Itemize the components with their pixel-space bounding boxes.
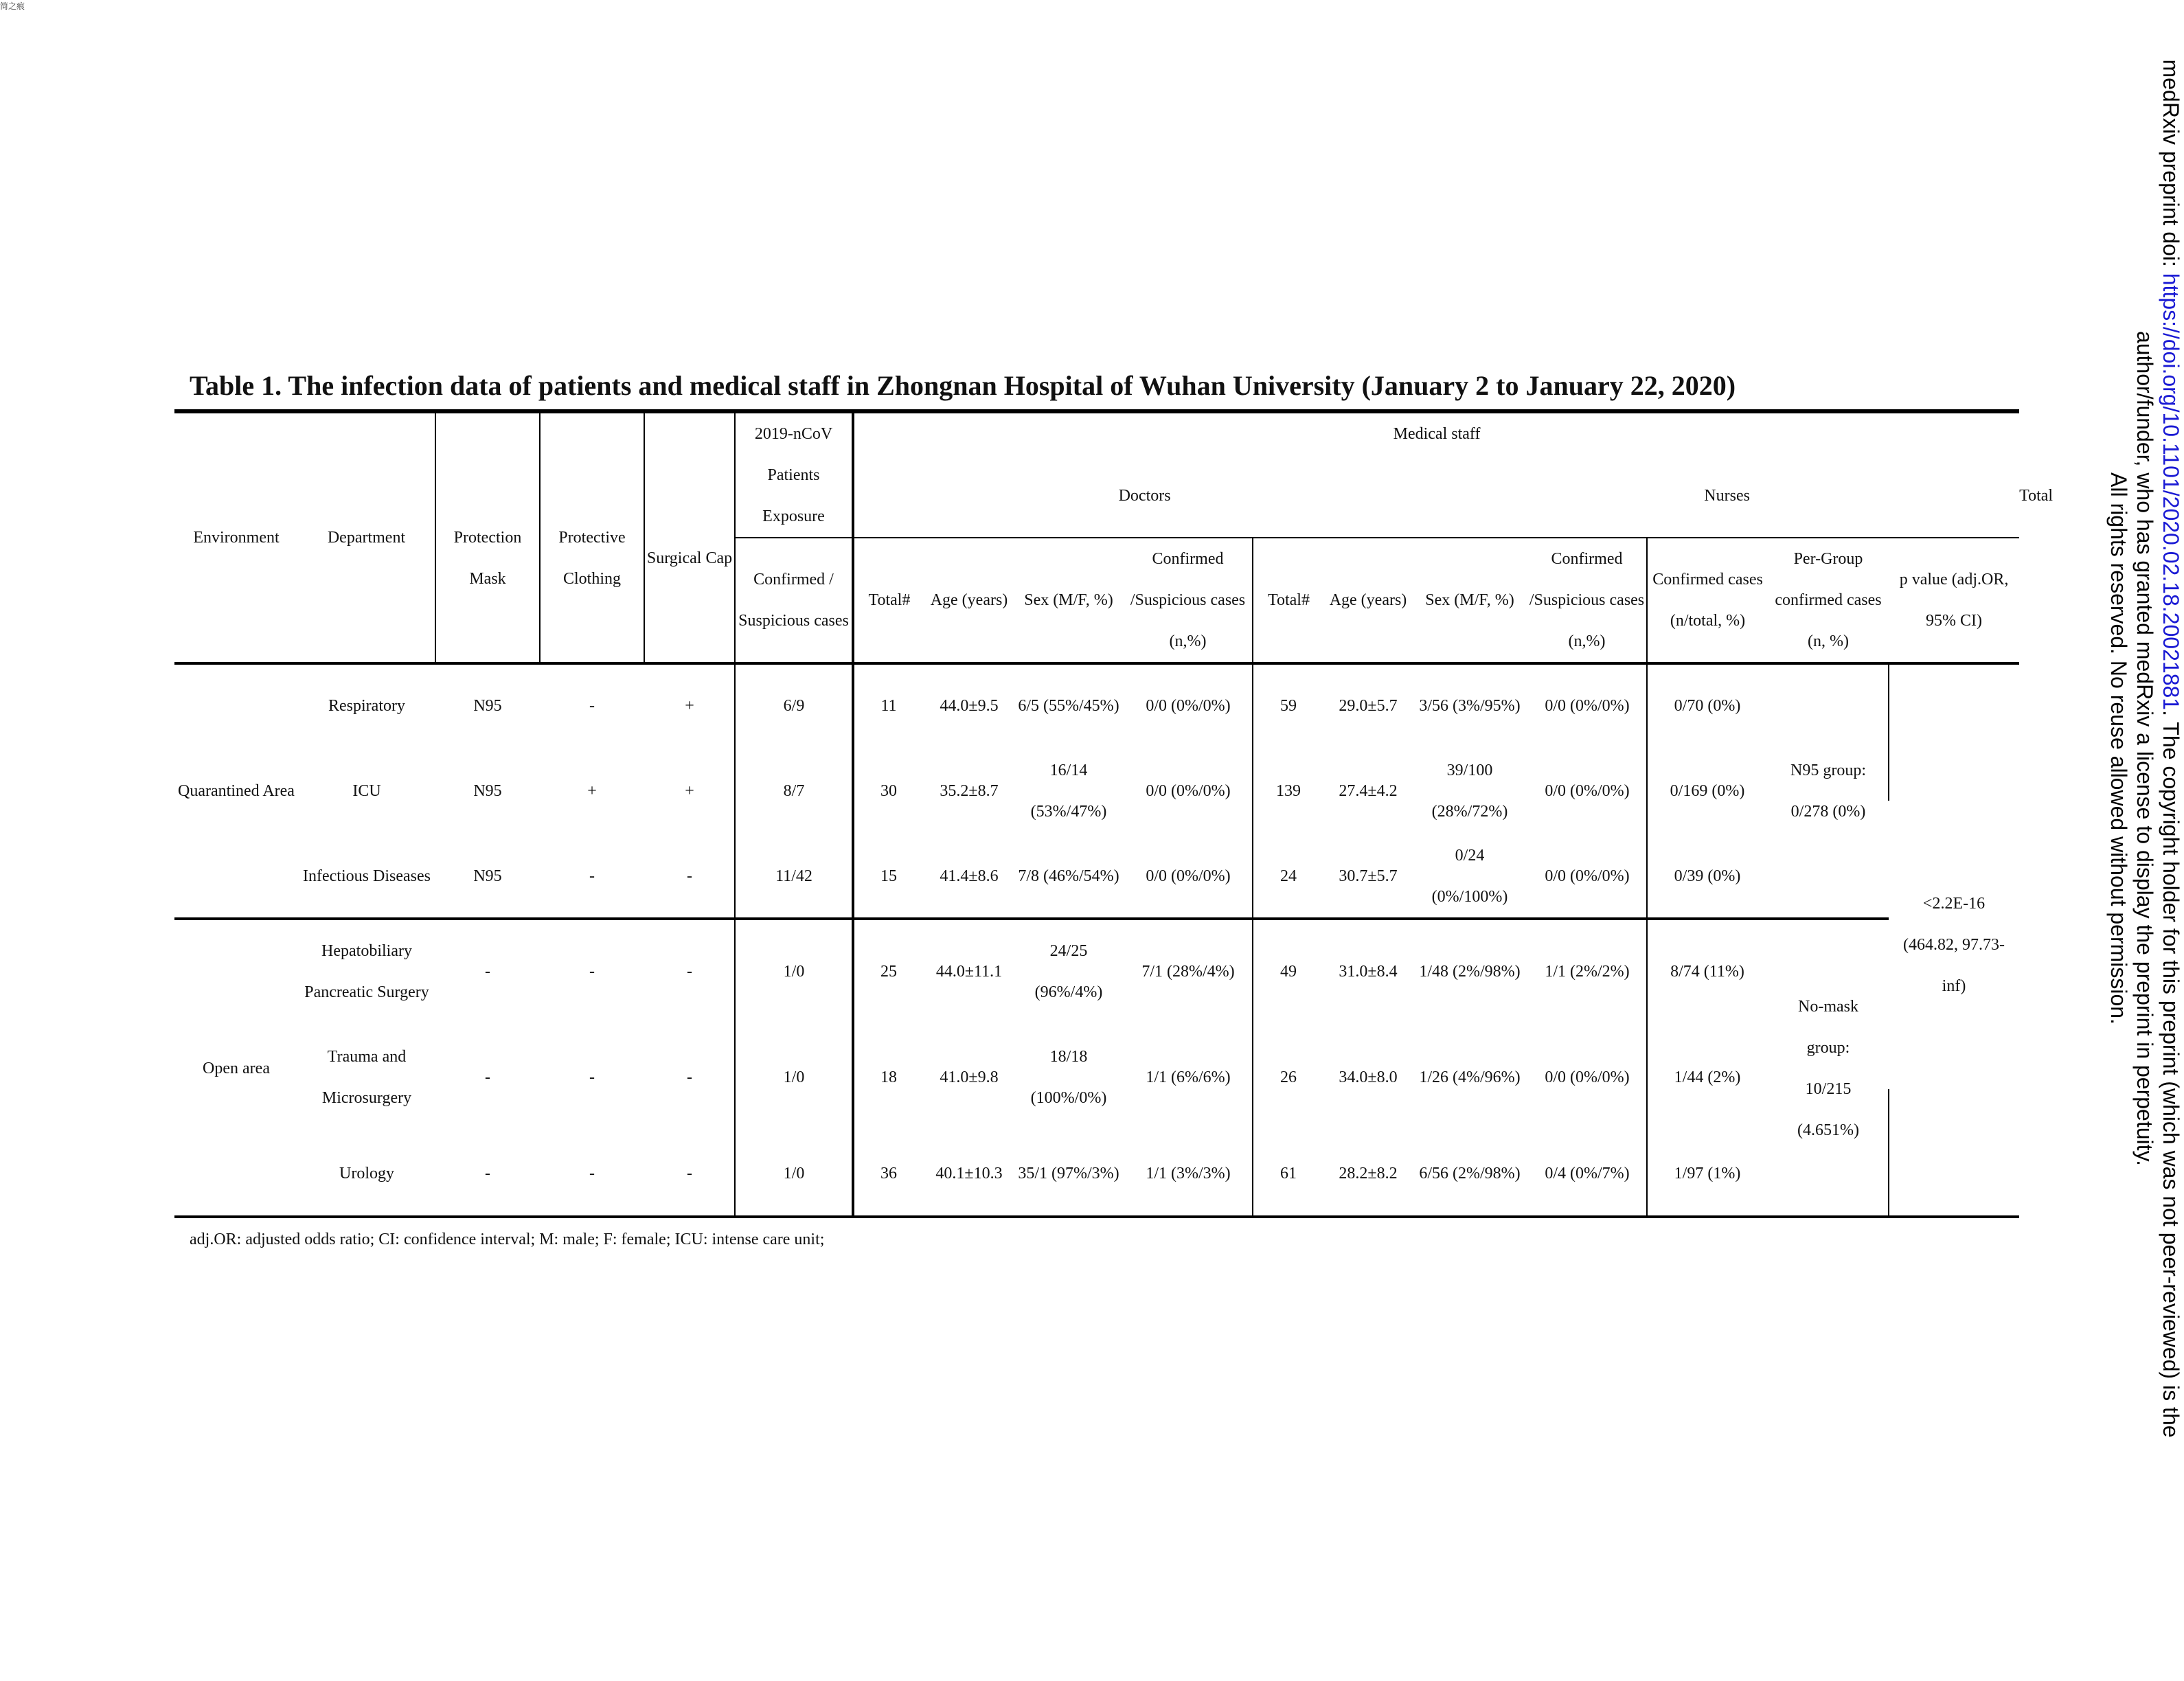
cell-nurses-total: 59 (1280, 697, 1297, 715)
header-surgical-cap (644, 413, 735, 663)
header-total-confirmed: Confirmed cases (n/total, %) (1647, 538, 1768, 663)
cell-cap: - (687, 963, 692, 981)
cell-patients: 11/42 (775, 867, 812, 885)
preprint-notice-line3: All rights reserved. No reuse allowed without permission. (2106, 472, 2131, 1025)
cell-doctors-sex: 24/25 (96%/4%) (1034, 942, 1103, 1001)
cell-doctors-age: 44.0±9.5 (940, 697, 999, 715)
cell-cap: + (685, 782, 694, 800)
header-nurses: Nurses (1704, 487, 1750, 505)
cell-nurses-sex: 3/56 (3%/95%) (1419, 697, 1521, 715)
cell-nurses-sex: 6/56 (2%/98%) (1419, 1165, 1521, 1182)
infection-data-table: Environment Department Protection Mask Protective Clothing Surgical Cap 2019-nCoV Patients Exposure Medical staff Doctors Nurses Total Confirmed / Suspicious cases Total# Age (years) Sex (M/F, %) Confirmed /Suspicious cases (n,%) Total# Age (years) Sex (M/F, %) Confirmed /Suspicious cases (n,%) Confirmed cases (n/total, %) Per-Group confirmed cases (n, %) p value (adj.OR, 95% CI) (174, 413, 2019, 665)
cell-doctors-confirmed: 0/0 (0%/0%) (1146, 697, 1231, 715)
header-surgical-cap-text: Surgical Cap (646, 549, 733, 567)
notice-prefix: medRxiv preprint doi: (2159, 59, 2183, 273)
header-per-group: Per-Group confirmed cases (n, %) (1768, 538, 1889, 663)
p-value-summary: <2.2E-16 (464.82, 97.73-inf) (1903, 895, 2005, 995)
cell-doctors-confirmed: 0/0 (0%/0%) (1146, 867, 1231, 885)
cell-department: Urology (339, 1165, 394, 1182)
cell-nurses-total: 26 (1280, 1068, 1297, 1086)
cell-nurses-age: 30.7±5.7 (1339, 867, 1398, 885)
corner-mark: 简之痕 (0, 1, 25, 11)
divider-patients (734, 663, 736, 1218)
cell-clothing: - (589, 1165, 595, 1182)
cell-patients: 6/9 (783, 697, 805, 715)
cell-doctors-total: 25 (880, 963, 897, 981)
cell-nurses-age: 31.0±8.4 (1339, 963, 1398, 981)
cell-nurses-sex: 0/24 (0%/100%) (1431, 847, 1508, 906)
cell-doctors-age: 44.0±11.1 (935, 963, 1003, 981)
cell-nurses-confirmed: 0/0 (0%/0%) (1545, 1068, 1630, 1086)
doi-link[interactable]: https://doi.org/10.1101/2020.02.18.20021881 (2159, 273, 2183, 711)
cell-doctors-confirmed: 0/0 (0%/0%) (1146, 782, 1231, 800)
cell-cap: - (687, 1068, 692, 1086)
n95-group-summary: N95 group: 0/278 (0%) (1790, 762, 1866, 821)
cell-mask: N95 (473, 867, 502, 885)
table-title: Table 1. The infection data of patients and medical staff in Zhongnan Hospital of Wuhan University (January 2 to January 22, 2020) (190, 370, 1736, 401)
cell-mask: N95 (473, 782, 502, 800)
cell-patients: 1/0 (783, 1165, 805, 1182)
notice-suffix: . The copyright holder for this preprint (which was not peer-reviewed) is the (2159, 710, 2183, 1438)
cell-doctors-age: 40.1±10.3 (935, 1165, 1003, 1182)
cell-doctors-total: 11 (880, 697, 897, 715)
cell-cap: - (687, 867, 692, 885)
cell-doctors-total: 36 (880, 1165, 897, 1182)
cell-patients: 1/0 (783, 963, 805, 981)
header-protective-clothing (540, 413, 644, 663)
cell-nurses-sex: 1/48 (2%/98%) (1419, 963, 1521, 981)
cell-nurses-confirmed: 0/4 (0%/7%) (1545, 1165, 1630, 1182)
cell-doctors-sex: 16/14 (53%/47%) (1030, 762, 1107, 821)
cell-clothing: - (589, 867, 595, 885)
header-protection-mask-text: Protection Mask (453, 529, 522, 588)
divider-total (1646, 663, 1648, 1218)
divider-nurses (1252, 663, 1253, 1218)
divider-p-value-top (1888, 663, 1889, 801)
cell-mask: - (485, 1165, 490, 1182)
group-open-area: Open area (203, 1060, 270, 1077)
cell-mask: - (485, 963, 490, 981)
cell-nurses-age: 34.0±8.0 (1339, 1068, 1398, 1086)
preprint-notice-line1 (2158, 55, 2184, 1442)
cell-total-confirmed: 0/169 (0%) (1670, 782, 1745, 800)
cell-nurses-sex: 39/100 (28%/72%) (1431, 762, 1508, 821)
cell-doctors-confirmed: 1/1 (3%/3%) (1146, 1165, 1231, 1182)
cell-doctors-confirmed: 1/1 (6%/6%) (1146, 1068, 1231, 1086)
cell-nurses-confirmed: 0/0 (0%/0%) (1545, 697, 1630, 715)
header-doctors-total: Total# (853, 538, 924, 663)
cell-nurses-total: 61 (1280, 1165, 1297, 1182)
cell-clothing: - (589, 963, 595, 981)
header-medical-staff (853, 413, 2019, 538)
cell-nurses-age: 28.2±8.2 (1339, 1165, 1398, 1182)
cell-nurses-confirmed: 0/0 (0%/0%) (1545, 867, 1630, 885)
cell-patients: 8/7 (783, 782, 805, 800)
header-medical-staff-text: Medical staff (1393, 425, 1481, 443)
cell-nurses-total: 24 (1280, 867, 1297, 885)
cell-doctors-sex: 18/18 (100%/0%) (1030, 1048, 1107, 1107)
preprint-notice (2019, 55, 2184, 1442)
header-patients-cases: Confirmed / Suspicious cases (735, 538, 853, 663)
group-quarantined-area: Quarantined Area (178, 782, 295, 800)
cell-nurses-confirmed: 1/1 (2%/2%) (1545, 963, 1630, 981)
preprint-notice-line2: author/funder, who has granted medRxiv a license to display the preprint in perpetuity. (2132, 330, 2157, 1167)
cell-total-confirmed: 0/70 (0%) (1674, 697, 1741, 715)
cell-cap: + (685, 697, 694, 715)
header-nurses-total: Total# (1253, 538, 1324, 663)
header-doctors-sex: Sex (M/F, %) (1014, 538, 1124, 663)
cell-cap: - (687, 1165, 692, 1182)
table-body (174, 663, 2019, 1218)
cell-doctors-total: 15 (880, 867, 897, 885)
cell-doctors-sex: 7/8 (46%/54%) (1018, 867, 1119, 885)
cell-doctors-age: 41.4±8.6 (940, 867, 999, 885)
cell-doctors-confirmed: 7/1 (28%/4%) (1141, 963, 1235, 981)
cell-doctors-age: 35.2±8.7 (940, 782, 999, 800)
cell-doctors-total: 18 (880, 1068, 897, 1086)
cell-doctors-sex: 35/1 (97%/3%) (1018, 1165, 1119, 1182)
cell-patients: 1/0 (783, 1068, 805, 1086)
cell-nurses-sex: 1/26 (4%/96%) (1419, 1068, 1521, 1086)
cell-department: ICU (352, 782, 381, 800)
header-patients-group: 2019-nCoV Patients Exposure (735, 413, 853, 538)
header-p-value: p value (adj.OR, 95% CI) (1889, 538, 2019, 663)
divider-medical-staff (852, 663, 854, 1218)
cell-total-confirmed: 0/39 (0%) (1674, 867, 1741, 885)
cell-nurses-age: 29.0±5.7 (1339, 697, 1398, 715)
header-doctors-age: Age (years) (924, 538, 1014, 663)
bottom-rule (174, 1215, 2019, 1218)
cell-department: Trauma and Microsurgery (321, 1048, 412, 1107)
header-protection-mask (435, 413, 540, 663)
cell-total-confirmed: 1/97 (1%) (1674, 1165, 1741, 1182)
cell-doctors-sex: 6/5 (55%/45%) (1018, 697, 1119, 715)
cell-department: Hepatobiliary Pancreatic Surgery (304, 942, 429, 1001)
cell-nurses-confirmed: 0/0 (0%/0%) (1545, 782, 1630, 800)
cell-nurses-total: 139 (1276, 782, 1301, 800)
header-protective-clothing-text: Protective Clothing (558, 529, 626, 588)
cell-nurses-age: 27.4±4.2 (1339, 782, 1398, 800)
header-environment: Environment (174, 413, 298, 663)
header-department: Department (298, 413, 435, 663)
cell-department: Respiratory (328, 697, 405, 715)
cell-clothing: - (589, 1068, 595, 1086)
header-nurses-confirmed: Confirmed /Suspicious cases (n,%) (1527, 538, 1647, 663)
cell-doctors-total: 30 (880, 782, 897, 800)
cell-mask: - (485, 1068, 490, 1086)
cell-doctors-age: 41.0±9.8 (940, 1068, 999, 1086)
divider-open-area (174, 917, 1889, 920)
header-doctors-confirmed: Confirmed /Suspicious cases (n,%) (1124, 538, 1253, 663)
cell-mask: N95 (473, 697, 502, 715)
cell-department: Infectious Diseases (303, 867, 431, 885)
nomask-group-summary: No-mask group: 10/215 (4.651%) (1797, 998, 1859, 1139)
cell-total-confirmed: 1/44 (2%) (1674, 1068, 1741, 1086)
header-doctors: Doctors (1118, 487, 1171, 505)
table-footnote: adj.OR: adjusted odds ratio; CI: confidence interval; M: male; F: female; ICU: intense care unit; (190, 1231, 825, 1248)
divider-p-value-bottom (1888, 1089, 1889, 1218)
header-nurses-sex: Sex (M/F, %) (1412, 538, 1527, 663)
cell-clothing: - (589, 697, 595, 715)
header-nurses-age: Age (years) (1324, 538, 1412, 663)
cell-nurses-total: 49 (1280, 963, 1297, 981)
cell-clothing: + (587, 782, 597, 800)
cell-total-confirmed: 8/74 (11%) (1670, 963, 1744, 981)
